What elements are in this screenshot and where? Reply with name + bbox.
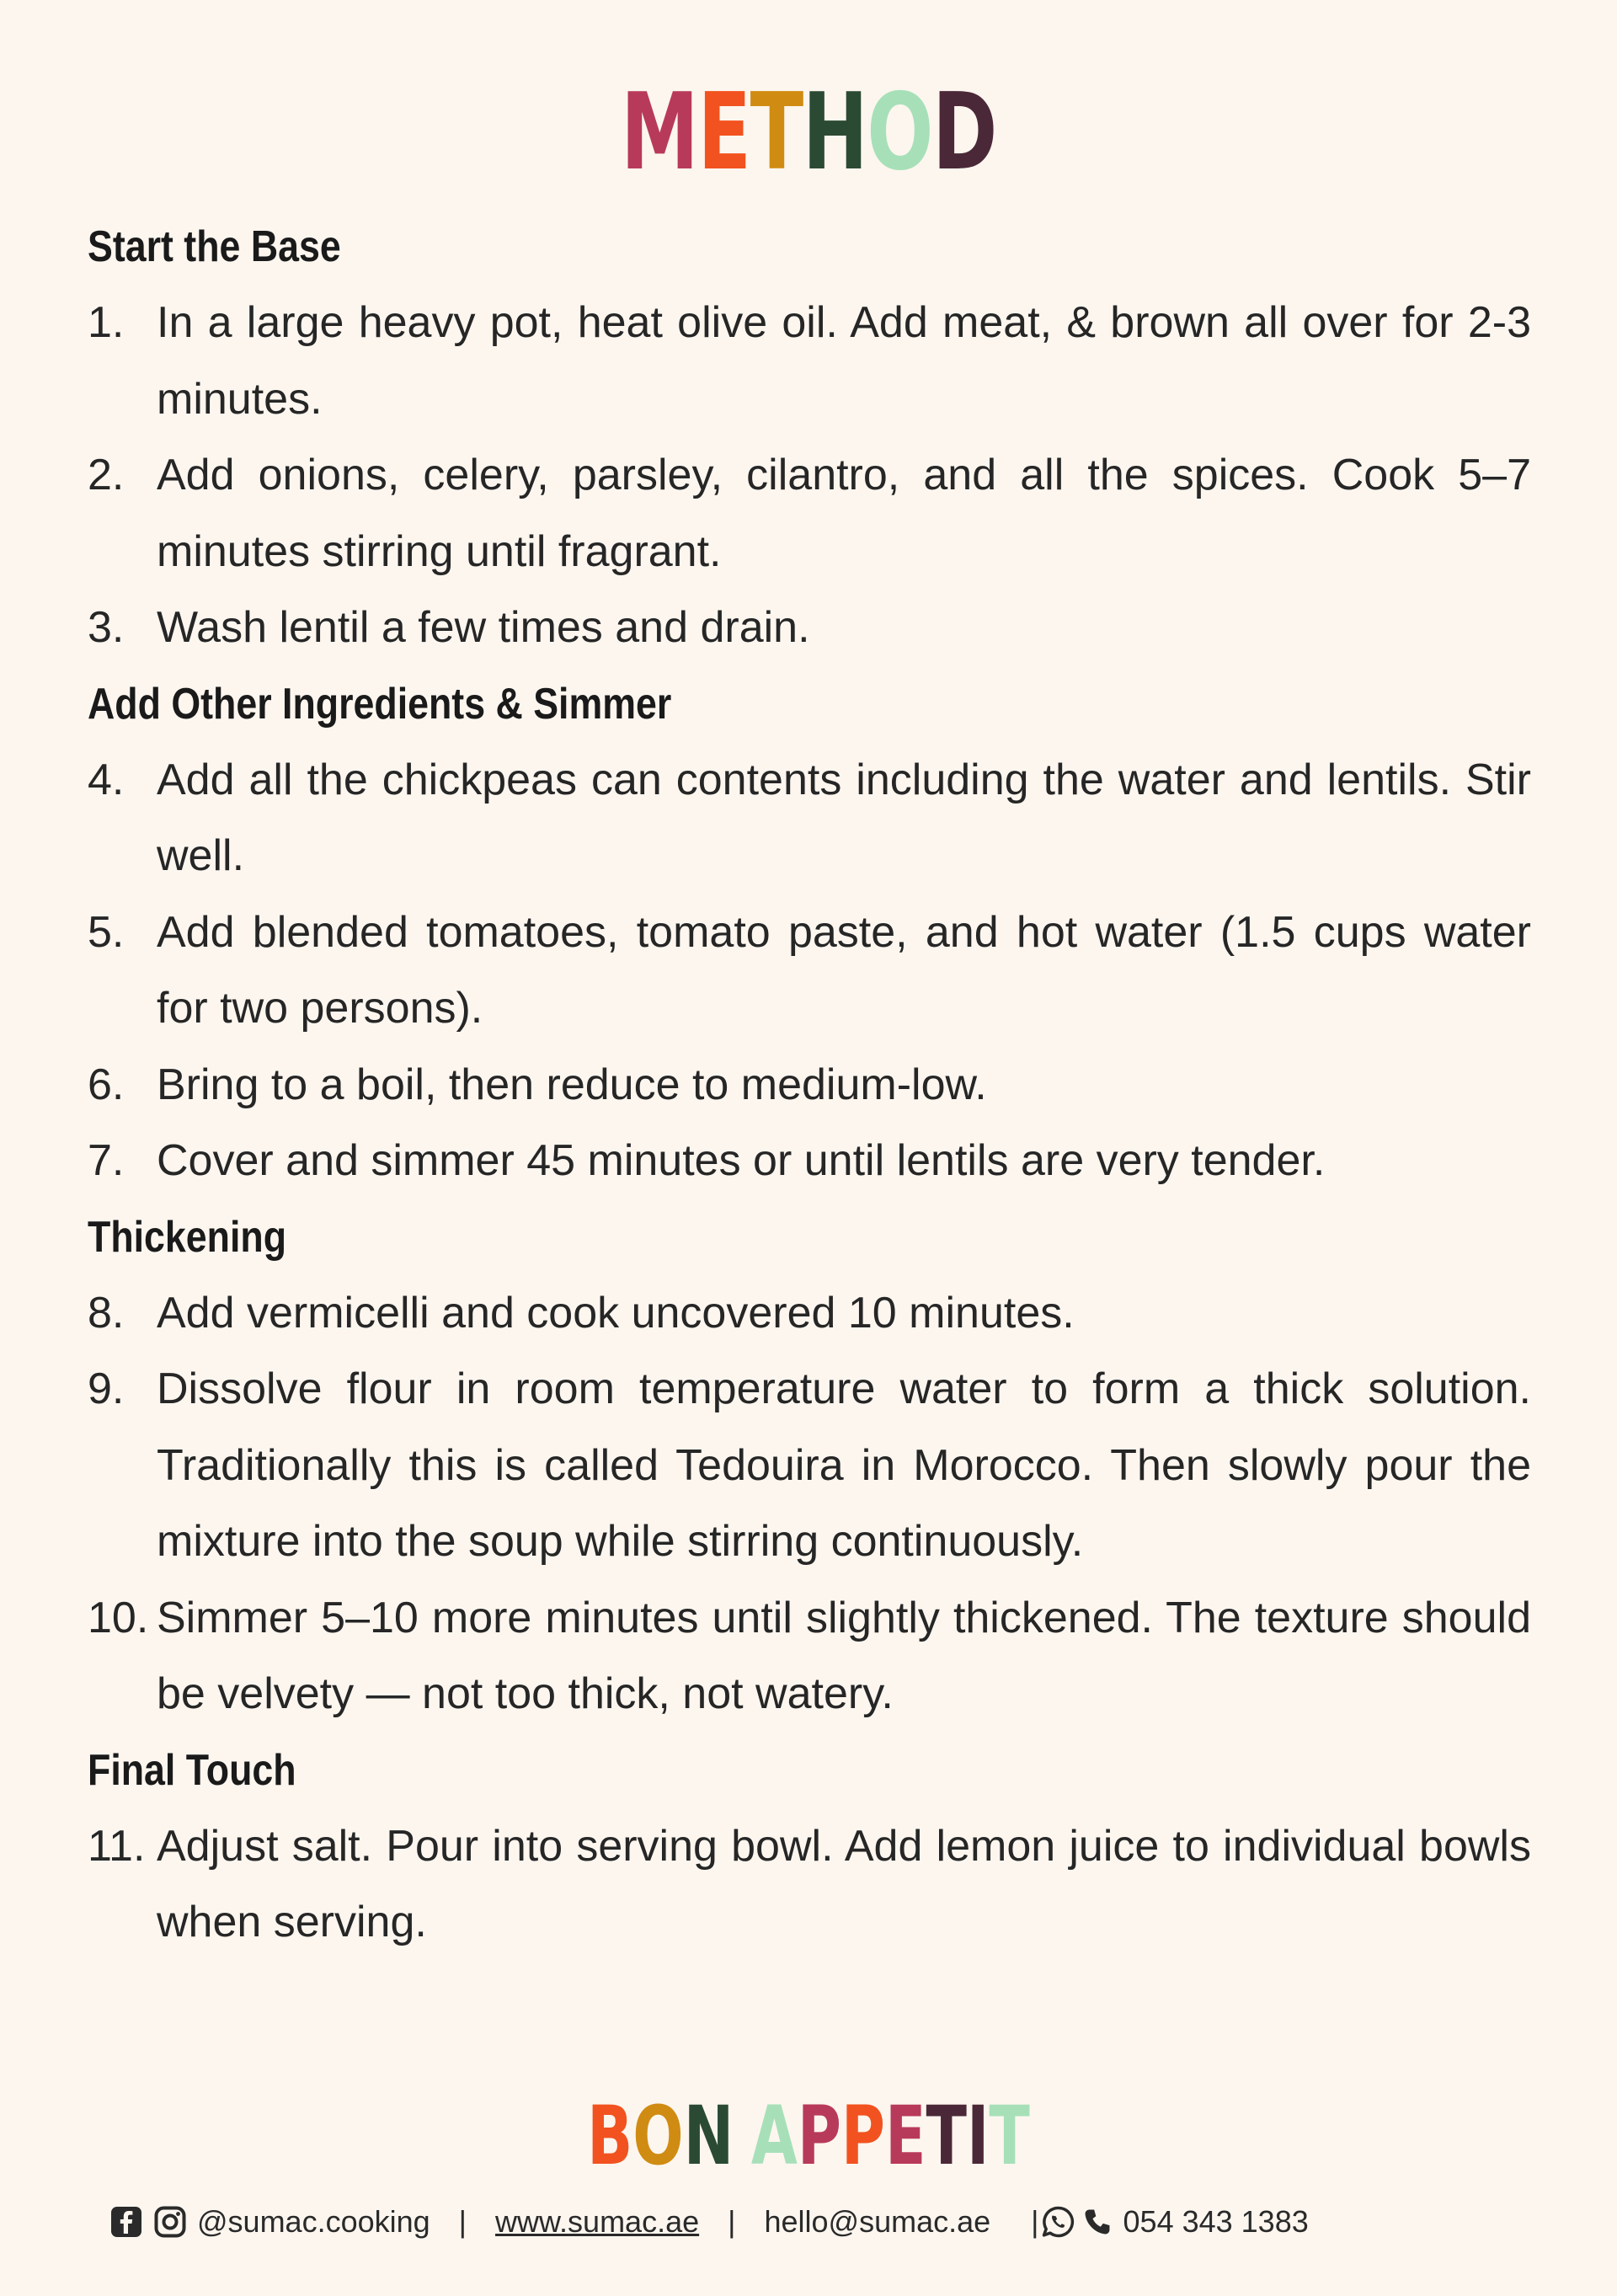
title-letter: H: [802, 70, 867, 194]
step-item: [88, 1808, 1531, 1961]
title-letter: M: [621, 70, 698, 194]
section-heading: Final Touch: [88, 1745, 296, 1795]
step-text: In a large heavy pot, heat olive oil. Add meat, & brown all over for 2-3 minutes.: [157, 298, 1531, 424]
step-number: 3.: [88, 603, 125, 652]
footer-separator: |: [458, 2204, 467, 2239]
step-item: [88, 894, 1531, 1047]
footer-separator: |: [1031, 2204, 1039, 2239]
step-text: Adjust salt. Pour into serving bowl. Add lemon juice to individual bowls when serving.: [157, 1821, 1531, 1946]
title-letter: T: [750, 70, 803, 194]
step-item: [88, 742, 1531, 894]
step-number: 8.: [88, 1288, 125, 1338]
step-number: 11.: [88, 1821, 146, 1871]
step-number: 4.: [88, 755, 125, 804]
whatsapp-icon[interactable]: [1041, 2205, 1075, 2239]
step-number: 2.: [88, 451, 125, 499]
signoff-letter: P: [841, 2089, 885, 2183]
signoff-letter: I: [966, 2089, 990, 2183]
step-item: [88, 437, 1531, 590]
step-item: [88, 1123, 1531, 1199]
signoff-letter: O: [632, 2089, 684, 2183]
section-heading: Thickening: [88, 1212, 287, 1262]
step-text: Add all the chickpeas can contents including the water and lentils. Stir well.: [157, 755, 1531, 880]
contact-footer: [109, 2197, 1309, 2247]
signoff-letter: T: [926, 2089, 967, 2183]
title-letter: O: [867, 70, 933, 194]
step-number: 10.: [88, 1593, 149, 1642]
step-item: [88, 1047, 1531, 1124]
signoff-letter: E: [884, 2089, 926, 2183]
bon-appetit-signoff: [211, 2089, 1407, 2183]
method-content: [88, 209, 1531, 1961]
step-text: Bring to a boil, then reduce to medium-low.: [157, 1060, 987, 1109]
step-item: [88, 590, 1531, 666]
step-number: 6.: [88, 1060, 125, 1109]
step-text: Add onions, celery, parsley, cilantro, and all the spices. Cook 5–7 minutes stirring until fragrant.: [157, 451, 1531, 576]
email-address[interactable]: hello@sumac.ae: [764, 2204, 991, 2239]
section-heading: Start the Base: [88, 222, 341, 271]
instagram-icon[interactable]: [153, 2205, 187, 2239]
title-letter: D: [932, 70, 996, 194]
signoff-letter: T: [989, 2089, 1030, 2183]
signoff-letter: B: [587, 2089, 633, 2183]
step-number: 9.: [88, 1364, 125, 1413]
signoff-letter: A: [750, 2089, 798, 2183]
signoff-letter: N: [683, 2089, 734, 2183]
step-item: [88, 1351, 1531, 1580]
section-heading: Add Other Ingredients & Simmer: [88, 679, 672, 729]
step-number: 5.: [88, 907, 125, 957]
step-item: [88, 285, 1531, 437]
step-text: Add blended tomatoes, tomato paste, and hot water (1.5 cups water for two persons).: [157, 907, 1531, 1033]
step-text: Simmer 5–10 more minutes until slightly thickened. The texture should be velvety — not too thick, not watery.: [157, 1593, 1531, 1718]
signoff-letter: P: [797, 2089, 841, 2183]
footer-separator: |: [728, 2204, 736, 2239]
step-text: Add vermicelli and cook uncovered 10 minutes.: [157, 1288, 1075, 1338]
phone-icon[interactable]: [1083, 2208, 1112, 2236]
phone-number[interactable]: 054 343 1383: [1123, 2204, 1309, 2239]
step-item: [88, 1275, 1531, 1352]
step-text: Wash lentil a few times and drain.: [157, 603, 810, 652]
step-item: [88, 1580, 1531, 1733]
step-number: 7.: [88, 1136, 125, 1185]
title-letter: E: [697, 70, 750, 194]
step-text: Cover and simmer 45 minutes or until lentils are very tender.: [157, 1136, 1326, 1185]
step-text: Dissolve flour in room temperature water to form a thick solution. Traditionally this is called Tedouira in Morocco. Then slowly pour the mixture into the soup while stirring continuously.: [157, 1364, 1531, 1566]
facebook-icon[interactable]: [109, 2205, 143, 2239]
step-number: 1.: [88, 298, 125, 347]
page-title: [211, 70, 1407, 194]
website-link[interactable]: www.sumac.ae: [495, 2204, 700, 2239]
social-handle[interactable]: @sumac.cooking: [197, 2204, 430, 2239]
